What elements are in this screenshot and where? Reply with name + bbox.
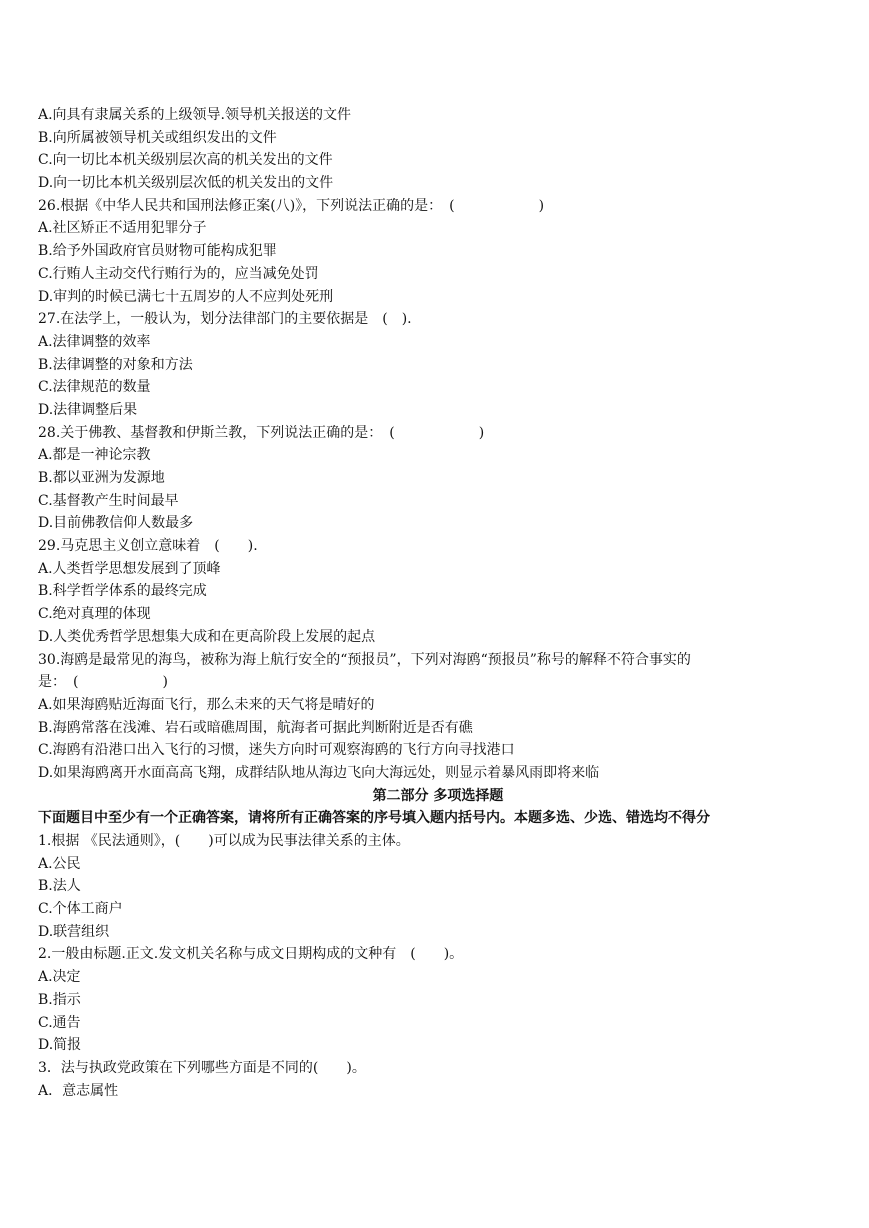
document-page bbox=[38, 104, 838, 1102]
text-line: C.基督教产生时间最早 bbox=[38, 492, 179, 509]
text-line: D.联营组织 bbox=[38, 923, 110, 940]
text-line: 27.在法学上，一般认为，划分法律部门的主要依据是 ( ). bbox=[38, 311, 412, 328]
text-line: D.简报 bbox=[38, 1037, 82, 1054]
text-line: 3．法与执政党政策在下列哪些方面是不同的( )。 bbox=[38, 1059, 366, 1076]
text-line: C.通告 bbox=[38, 1014, 81, 1031]
text-line: C.向一切比本机关级别层次高的机关发出的文件 bbox=[38, 152, 333, 169]
text-line: 26.根据《中华人民共和国刑法修正案(八)》，下列说法正确的是： ( ) bbox=[38, 197, 545, 214]
text-line: B.指示 bbox=[38, 991, 81, 1008]
text-line: A．意志属性 bbox=[38, 1082, 119, 1099]
section-title: 第二部分 多项选择题 bbox=[372, 787, 504, 804]
text-line: D.向一切比本机关级别层次低的机关发出的文件 bbox=[38, 175, 334, 192]
text-line: B.海鸥常落在浅滩、岩石或暗礁周围，航海者可据此判断附近是否有礁 bbox=[38, 719, 473, 736]
text-line: 2.一般由标题.正文.发文机关名称与成文日期构成的文种有 ( )。 bbox=[38, 946, 464, 963]
text-line: D.审判的时候已满七十五周岁的人不应判处死刑 bbox=[38, 288, 334, 305]
text-line: D.法律调整后果 bbox=[38, 401, 138, 418]
text-line: B.向所属被领导机关或组织发出的文件 bbox=[38, 129, 277, 146]
text-line: 是： ( ) bbox=[38, 674, 168, 691]
text-line: B.科学哲学体系的最终完成 bbox=[38, 583, 207, 600]
text-line: C.海鸥有沿港口出入飞行的习惯，迷失方向时可观察海鸥的飞行方向寻找港口 bbox=[38, 742, 515, 759]
text-line: C.法律规范的数量 bbox=[38, 379, 151, 396]
text-line: C.绝对真理的体现 bbox=[38, 606, 151, 623]
text-line: 28.关于佛教、基督教和伊斯兰教，下列说法正确的是： ( ) bbox=[38, 424, 485, 441]
text-line: B.给予外国政府官员财物可能构成犯罪 bbox=[38, 243, 277, 260]
text-line: B.法人 bbox=[38, 878, 81, 895]
text-line: A.人类哲学思想发展到了顶峰 bbox=[38, 560, 221, 577]
text-line: B.法律调整的对象和方法 bbox=[38, 356, 193, 373]
text-line: A.公民 bbox=[38, 855, 81, 872]
text-line: 30.海鸥是最常见的海鸟，被称为海上航行安全的“预报员”，下列对海鸥“预报员”称号的解释不符合事实的 bbox=[38, 651, 691, 668]
text-line: 1.根据 《民法通则》，( )可以成为民事法律关系的主体。 bbox=[38, 833, 410, 849]
text-line: C.行贿人主动交代行贿行为的，应当减免处罚 bbox=[38, 265, 319, 282]
text-line: A.社区矫正不适用犯罪分子 bbox=[38, 220, 207, 237]
question-block-multiple-choice bbox=[38, 830, 838, 1102]
text-line: A.法律调整的效率 bbox=[38, 333, 151, 350]
text-line: D.人类优秀哲学思想集大成和在更高阶段上发展的起点 bbox=[38, 628, 376, 645]
text-line: D.目前佛教信仰人数最多 bbox=[38, 515, 194, 532]
text-line: D.如果海鸥离开水面高高飞翔，成群结队地从海边飞向大海远处，则显示着暴风雨即将来临 bbox=[38, 764, 600, 781]
text-line: A.如果海鸥贴近海面飞行，那么未来的天气将是晴好的 bbox=[38, 696, 375, 713]
text-line: B.都以亚洲为发源地 bbox=[38, 470, 165, 486]
text-line: A.都是一神论宗教 bbox=[38, 447, 151, 464]
question-block-single-choice bbox=[38, 104, 838, 785]
section-instruction: 下面题目中至少有一个正确答案，请将所有正确答案的序号填入题内括号内。本题多选、少选、错选均不得分 bbox=[38, 810, 710, 827]
text-line: C.个体工商户 bbox=[38, 901, 123, 918]
text-line: 29.马克思主义创立意味着 ( ). bbox=[38, 538, 258, 555]
text-line: A.决定 bbox=[38, 969, 81, 986]
text-line: A.向具有隶属关系的上级领导.领导机关报送的文件 bbox=[38, 107, 352, 123]
